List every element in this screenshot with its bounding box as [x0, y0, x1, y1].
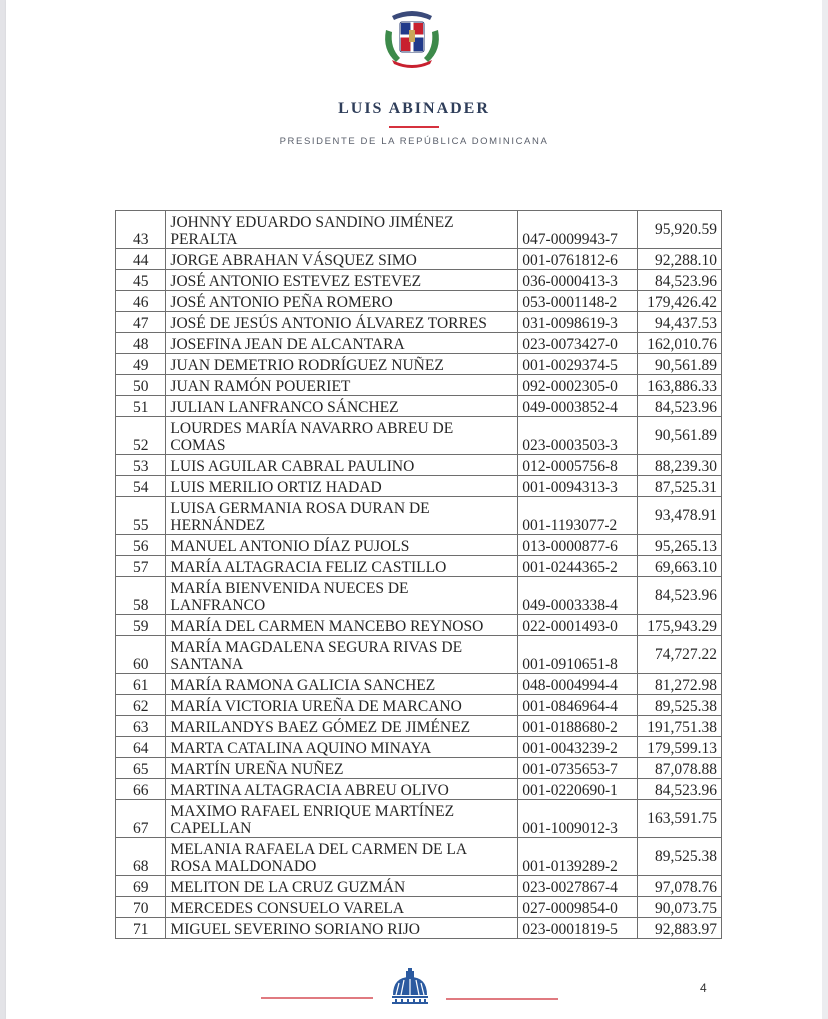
amount: 84,523.96 [638, 577, 722, 615]
amount: 94,437.53 [638, 312, 722, 333]
employee-name [166, 211, 518, 249]
row-number: 62 [116, 695, 166, 716]
amount: 89,525.38 [638, 838, 722, 876]
amount: 163,591.75 [638, 800, 722, 838]
table-row [116, 270, 722, 291]
employee-name-line: JOSÉ ANTONIO PEÑA ROMERO [170, 294, 393, 311]
table-row [116, 354, 722, 375]
table-row [116, 800, 722, 838]
employee-name-line: LUISA GERMANIA ROSA DURAN DE [170, 500, 430, 517]
employee-name-line: JUAN DEMETRIO RODRÍGUEZ NUÑEZ [170, 357, 444, 374]
table-row [116, 556, 722, 577]
id-number: 013-0000877-6 [518, 535, 638, 556]
employee-name-line: MAXIMO RAFAEL ENRIQUE MARTÍNEZ [170, 803, 455, 820]
employee-name [166, 615, 518, 636]
row-number: 43 [116, 211, 166, 249]
employee-name [166, 577, 518, 615]
id-number: 001-0094313-3 [518, 476, 638, 497]
employee-name [166, 270, 518, 291]
table-row [116, 396, 722, 417]
employee-name-line: JORGE ABRAHAN VÁSQUEZ SIMO [170, 252, 417, 269]
employee-name-line: PERALTA [170, 231, 238, 248]
row-number: 55 [116, 497, 166, 535]
amount: 90,561.89 [638, 354, 722, 375]
id-number: 049-0003852-4 [518, 396, 638, 417]
amount: 84,523.96 [638, 396, 722, 417]
amount: 163,886.33 [638, 375, 722, 396]
row-number: 52 [116, 417, 166, 455]
id-number: 023-0003503-3 [518, 417, 638, 455]
id-number: 001-0188680-2 [518, 716, 638, 737]
employee-name-line: ROSA MALDONADO [170, 858, 317, 875]
id-number: 001-0043239-2 [518, 737, 638, 758]
amount: 90,073.75 [638, 897, 722, 918]
row-number: 49 [116, 354, 166, 375]
amount: 89,525.38 [638, 695, 722, 716]
row-number: 50 [116, 375, 166, 396]
table-row [116, 577, 722, 615]
amount: 84,523.96 [638, 779, 722, 800]
id-number: 049-0003338-4 [518, 577, 638, 615]
id-number: 001-0244365-2 [518, 556, 638, 577]
amount: 95,265.13 [638, 535, 722, 556]
id-number: 027-0009854-0 [518, 897, 638, 918]
employee-name [166, 556, 518, 577]
table-row [116, 636, 722, 674]
id-number: 053-0001148-2 [518, 291, 638, 312]
row-number: 67 [116, 800, 166, 838]
employee-name [166, 716, 518, 737]
employee-name [166, 636, 518, 674]
id-number: 001-0220690-1 [518, 779, 638, 800]
row-number: 51 [116, 396, 166, 417]
table-row [116, 312, 722, 333]
employee-name-line: HERNÁNDEZ [170, 517, 266, 534]
employee-name [166, 476, 518, 497]
id-number: 001-0761812-6 [518, 249, 638, 270]
employee-name [166, 497, 518, 535]
employee-name-line: MARTINA ALTAGRACIA ABREU OLIVO [170, 782, 449, 799]
row-number: 57 [116, 556, 166, 577]
id-number: 036-0000413-3 [518, 270, 638, 291]
amount: 179,599.13 [638, 737, 722, 758]
employee-name-line: JULIAN LANFRANCO SÁNCHEZ [170, 399, 399, 416]
table-row [116, 716, 722, 737]
id-number: 001-1009012-3 [518, 800, 638, 838]
employee-name-line: JOSEFINA JEAN DE ALCANTARA [170, 336, 405, 353]
amount: 93,478.91 [638, 497, 722, 535]
table-row [116, 615, 722, 636]
row-number: 69 [116, 876, 166, 897]
table-row [116, 333, 722, 354]
amount: 69,663.10 [638, 556, 722, 577]
employee-name [166, 838, 518, 876]
row-number: 44 [116, 249, 166, 270]
palace-dome-icon [389, 967, 431, 1005]
table-row [116, 897, 722, 918]
personnel-table [115, 210, 722, 939]
amount: 90,561.89 [638, 417, 722, 455]
header-subtitle: PRESIDENTE DE LA REPÚBLICA DOMINICANA [279, 136, 549, 147]
employee-name-line: JOHNNY EDUARDO SANDINO JIMÉNEZ [170, 214, 454, 231]
table-row [116, 737, 722, 758]
employee-name-line: LOURDES MARÍA NAVARRO ABREU DE [170, 420, 454, 437]
employee-name [166, 918, 518, 939]
employee-name-line: LANFRANCO [170, 597, 266, 614]
employee-name [166, 695, 518, 716]
employee-name [166, 737, 518, 758]
table-row [116, 291, 722, 312]
table-row [116, 455, 722, 476]
row-number: 59 [116, 615, 166, 636]
employee-name-line: JOSÉ ANTONIO ESTEVEZ ESTEVEZ [170, 273, 422, 290]
amount: 87,525.31 [638, 476, 722, 497]
amount: 175,943.29 [638, 615, 722, 636]
table-row [116, 838, 722, 876]
amount: 92,883.97 [638, 918, 722, 939]
table-row [116, 674, 722, 695]
id-number: 001-0139289-2 [518, 838, 638, 876]
id-number: 048-0004994-4 [518, 674, 638, 695]
row-number: 53 [116, 455, 166, 476]
table-row [116, 535, 722, 556]
amount: 81,272.98 [638, 674, 722, 695]
employee-name-line: MARILANDYS BAEZ GÓMEZ DE JIMÉNEZ [170, 719, 471, 736]
employee-name-line: LUIS MERILIO ORTIZ HADAD [170, 479, 382, 496]
table-row [116, 476, 722, 497]
row-number: 61 [116, 674, 166, 695]
table-row [116, 497, 722, 535]
employee-name-line: MARÍA DEL CARMEN MANCEBO REYNOSO [170, 618, 484, 635]
row-number: 58 [116, 577, 166, 615]
table-row [116, 758, 722, 779]
table-row [116, 918, 722, 939]
row-number: 56 [116, 535, 166, 556]
employee-name-line: JOSÉ DE JESÚS ANTONIO ÁLVAREZ TORRES [170, 315, 487, 332]
id-number: 092-0002305-0 [518, 375, 638, 396]
row-number: 54 [116, 476, 166, 497]
id-number: 031-0098619-3 [518, 312, 638, 333]
employee-name-line: MARÍA RAMONA GALICIA SANCHEZ [170, 677, 436, 694]
id-number: 001-1193077-2 [518, 497, 638, 535]
row-number: 45 [116, 270, 166, 291]
page-number: 4 [700, 981, 707, 995]
employee-name [166, 396, 518, 417]
amount: 88,239.30 [638, 455, 722, 476]
employee-name-line: MARÍA VICTORIA UREÑA DE MARCANO [170, 698, 462, 715]
id-number: 047-0009943-7 [518, 211, 638, 249]
amount: 92,288.10 [638, 249, 722, 270]
employee-name [166, 779, 518, 800]
employee-name [166, 333, 518, 354]
employee-name [166, 535, 518, 556]
table-row [116, 375, 722, 396]
employee-name-line: JUAN RAMÓN POUERIET [170, 378, 351, 395]
row-number: 71 [116, 918, 166, 939]
id-number: 023-0001819-5 [518, 918, 638, 939]
row-number: 46 [116, 291, 166, 312]
amount: 179,426.42 [638, 291, 722, 312]
header-divider [389, 126, 439, 128]
employee-name-line: MELANIA RAFAELA DEL CARMEN DE LA [170, 841, 468, 858]
employee-name-line: MIGUEL SEVERINO SORIANO RIJO [170, 921, 420, 938]
id-number: 001-0846964-4 [518, 695, 638, 716]
employee-name [166, 674, 518, 695]
table-row [116, 417, 722, 455]
employee-name [166, 312, 518, 333]
row-number: 66 [116, 779, 166, 800]
employee-name-line: MARTA CATALINA AQUINO MINAYA [170, 740, 432, 757]
row-number: 68 [116, 838, 166, 876]
id-number: 001-0029374-5 [518, 354, 638, 375]
employee-name-line: MARÍA MAGDALENA SEGURA RIVAS DE [170, 639, 463, 656]
table-row [116, 211, 722, 249]
header-name: LUIS ABINADER [338, 100, 490, 117]
amount: 191,751.38 [638, 716, 722, 737]
employee-name-line: COMAS [170, 437, 226, 454]
employee-name [166, 876, 518, 897]
footer-divider-left [261, 997, 373, 999]
employee-name-line: MARÍA BIENVENIDA NUECES DE [170, 580, 409, 597]
table-row [116, 876, 722, 897]
row-number: 48 [116, 333, 166, 354]
employee-name [166, 375, 518, 396]
id-number: 022-0001493-0 [518, 615, 638, 636]
id-number: 023-0073427-0 [518, 333, 638, 354]
id-number: 012-0005756-8 [518, 455, 638, 476]
amount: 84,523.96 [638, 270, 722, 291]
employee-name-line: MARÍA ALTAGRACIA FELIZ CASTILLO [170, 559, 447, 576]
amount: 162,010.76 [638, 333, 722, 354]
employee-name [166, 800, 518, 838]
employee-name [166, 354, 518, 375]
row-number: 63 [116, 716, 166, 737]
employee-name-line: MERCEDES CONSUELO VARELA [170, 900, 405, 917]
amount: 95,920.59 [638, 211, 722, 249]
footer-divider-right [446, 998, 558, 1000]
row-number: 70 [116, 897, 166, 918]
employee-name [166, 455, 518, 476]
amount: 97,078.76 [638, 876, 722, 897]
employee-name [166, 417, 518, 455]
row-number: 47 [116, 312, 166, 333]
employee-name-line: MELITON DE LA CRUZ GUZMÁN [170, 879, 406, 896]
employee-name-line: CAPELLAN [170, 820, 252, 837]
table-row [116, 695, 722, 716]
employee-name [166, 249, 518, 270]
employee-name [166, 758, 518, 779]
employee-name-line: SANTANA [170, 656, 244, 673]
row-number: 64 [116, 737, 166, 758]
table-row [116, 779, 722, 800]
id-number: 001-0735653-7 [518, 758, 638, 779]
id-number: 023-0027867-4 [518, 876, 638, 897]
table-row [116, 249, 722, 270]
row-number: 60 [116, 636, 166, 674]
employee-name [166, 291, 518, 312]
employee-name [166, 897, 518, 918]
employee-name-line: MARTÍN UREÑA NUÑEZ [170, 761, 344, 778]
employee-name-line: MANUEL ANTONIO DÍAZ PUJOLS [170, 538, 410, 555]
amount: 87,078.88 [638, 758, 722, 779]
viewer-right-edge [822, 0, 828, 1019]
coat-of-arms-icon [378, 6, 446, 74]
row-number: 65 [116, 758, 166, 779]
id-number: 001-0910651-8 [518, 636, 638, 674]
employee-name-line: LUIS AGUILAR CABRAL PAULINO [170, 458, 415, 475]
amount: 74,727.22 [638, 636, 722, 674]
